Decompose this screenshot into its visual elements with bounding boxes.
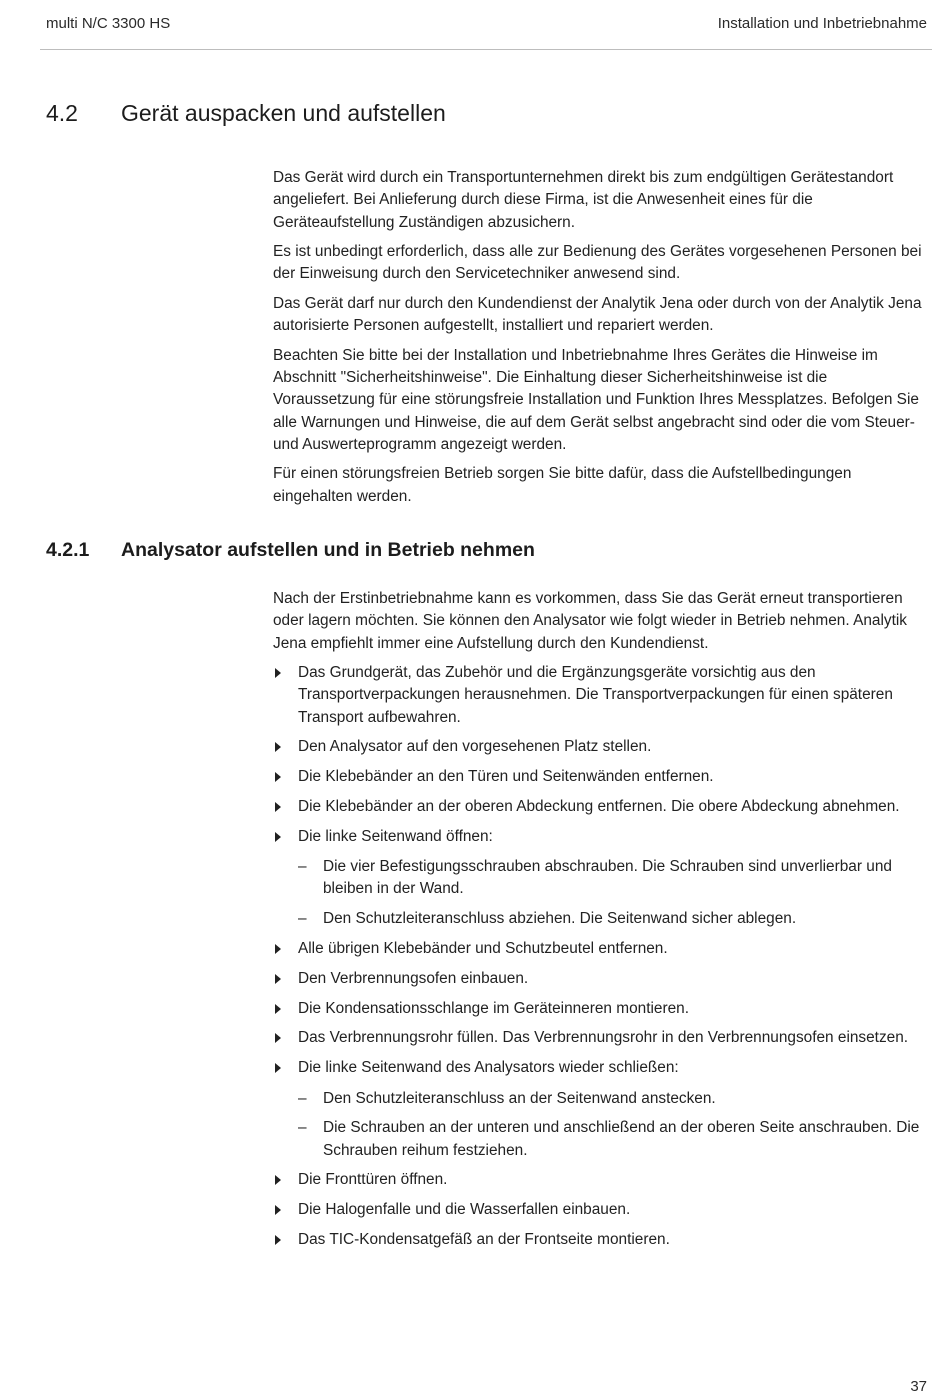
- step-text: Die Halogenfalle und die Wasserfallen einbauen.: [298, 1201, 631, 1219]
- step-item: [273, 766, 928, 788]
- step-item: [273, 736, 928, 758]
- step-text: Die Klebebänder an den Türen und Seitenwänden entfernen.: [298, 768, 714, 786]
- triangle-bullet-icon: [275, 1004, 281, 1014]
- sub-step-item: [298, 1088, 928, 1110]
- triangle-bullet-icon: [275, 668, 281, 678]
- sub-step-list: [298, 856, 928, 930]
- intro-paragraph: Nach der Erstinbetriebnahme kann es vorkommen, dass Sie das Gerät erneut transportieren oder lagern möchten. Sie können den Analysator wie folgt wieder in Betrieb nehmen. Analytik Jena empfiehlt immer eine Aufstellung durch den Kundendienst.: [273, 590, 907, 652]
- triangle-bullet-icon: [275, 1033, 281, 1043]
- triangle-bullet-icon: [275, 772, 281, 782]
- paragraph: Das Gerät wird durch ein Transportunternehmen direkt bis zum endgültigen Gerätestandort angeliefert. Bei Anlieferung durch diese Firma, ist die Anwesenheit eines für die Geräteaufstellung Zuständigen abzusichern.: [273, 169, 894, 231]
- step-text: Das Verbrennungsrohr füllen. Das Verbrennungsrohr in den Verbrennungsofen einsetzen.: [298, 1029, 909, 1047]
- step-text: Den Analysator auf den vorgesehenen Platz stellen.: [298, 738, 652, 756]
- triangle-bullet-icon: [275, 974, 281, 984]
- sub-step-text: Die vier Befestigungsschrauben abschrauben. Die Schrauben sind unverlierbar und bleiben in der Wand.: [323, 858, 892, 898]
- subsection-number: 4.2.1: [46, 539, 90, 561]
- step-text: Das TIC-Kondensatgefäß an der Frontseite montieren.: [298, 1231, 670, 1249]
- sub-step-text: Den Schutzleiteranschluss abziehen. Die Seitenwand sicher ablegen.: [323, 910, 797, 928]
- step-text: Die Fronttüren öffnen.: [298, 1171, 448, 1189]
- section-title: Gerät auspacken und aufstellen: [121, 100, 446, 126]
- section-number: 4.2: [46, 100, 78, 126]
- sub-step-item: [298, 908, 928, 930]
- triangle-bullet-icon: [275, 802, 281, 812]
- section-heading: [46, 100, 446, 127]
- step-item: [273, 968, 928, 990]
- sub-step-item: [298, 1117, 928, 1162]
- dash-marker: –: [298, 1119, 307, 1137]
- dash-marker: –: [298, 910, 307, 928]
- sub-step-text: Den Schutzleiteranschluss an der Seitenwand anstecken.: [323, 1089, 716, 1107]
- triangle-bullet-icon: [275, 944, 281, 954]
- step-item: [273, 1057, 928, 1162]
- header-chapter-title: Installation und Inbetriebnahme: [717, 15, 927, 32]
- step-item: [273, 1169, 928, 1191]
- step-text: Den Verbrennungsofen einbauen.: [298, 969, 529, 987]
- step-item: [273, 826, 928, 931]
- step-item: [273, 1027, 928, 1049]
- step-item: [273, 1199, 928, 1221]
- sub-step-list: [298, 1088, 928, 1162]
- step-text: Alle übrigen Klebebänder und Schutzbeutel entfernen.: [298, 940, 668, 958]
- step-item: [273, 998, 928, 1020]
- step-item: [273, 1229, 928, 1251]
- dash-marker: –: [298, 1089, 307, 1107]
- step-text: Das Grundgerät, das Zubehör und die Ergänzungsgeräte vorsichtig aus den Transportverpackungen herausnehmen. Die Transportverpackungen für einen späteren Transport aufbewahren.: [298, 664, 893, 726]
- paragraph: Für einen störungsfreien Betrieb sorgen Sie bitte dafür, dass die Aufstellbedingungen eingehalten werden.: [273, 465, 852, 505]
- header-divider: [40, 49, 932, 50]
- step-list: [273, 662, 928, 1251]
- page-number: 37: [910, 1378, 927, 1395]
- step-text: Die linke Seitenwand des Analysators wieder schließen:: [298, 1059, 679, 1077]
- triangle-bullet-icon: [275, 742, 281, 752]
- sub-step-item: [298, 856, 928, 901]
- dash-marker: –: [298, 858, 307, 876]
- step-text: Die linke Seitenwand öffnen:: [298, 827, 493, 845]
- triangle-bullet-icon: [275, 1175, 281, 1185]
- triangle-bullet-icon: [275, 1235, 281, 1245]
- header-document-title: multi N/C 3300 HS: [46, 15, 171, 32]
- triangle-bullet-icon: [275, 1063, 281, 1073]
- step-text: Die Klebebänder an der oberen Abdeckung entfernen. Die obere Abdeckung abnehmen.: [298, 798, 900, 816]
- subsection-title: Analysator aufstellen und in Betrieb nehmen: [121, 539, 535, 561]
- triangle-bullet-icon: [275, 1205, 281, 1215]
- paragraph: Beachten Sie bitte bei der Installation und Inbetriebnahme Ihres Gerätes die Hinweise im Abschnitt "Sicherheitshinweise". Die Einhaltung dieser Sicherheitshinweise ist die Voraussetzung für eine störungsfreie Installation und Funktion Ihres Messplatzes. Befolgen Sie alle Warnungen und Hinweise, die auf dem Gerät selbst angebracht sind oder die vom Steuer- und Auswerteprogramm angezeigt werden.: [273, 346, 919, 453]
- step-item: [273, 938, 928, 960]
- step-text: Die Kondensationsschlange im Geräteinneren montieren.: [298, 999, 689, 1017]
- section-body: [273, 167, 928, 515]
- subsection-heading: [46, 539, 535, 562]
- triangle-bullet-icon: [275, 832, 281, 842]
- paragraph: Es ist unbedingt erforderlich, dass alle zur Bedienung des Gerätes vorgesehenen Personen bei der Einweisung durch den Servicetechniker anwesend sind.: [273, 243, 922, 283]
- paragraph: Das Gerät darf nur durch den Kundendienst der Analytik Jena oder durch von der Analytik Jena autorisierte Personen aufgestellt, installiert und repariert werden.: [273, 294, 922, 335]
- subsection-body: [273, 588, 928, 1259]
- sub-step-text: Die Schrauben an der unteren und anschließend an der oberen Seite anschrauben. Die Schrauben reihum festziehen.: [323, 1119, 920, 1159]
- step-item: [273, 662, 928, 729]
- step-item: [273, 796, 928, 818]
